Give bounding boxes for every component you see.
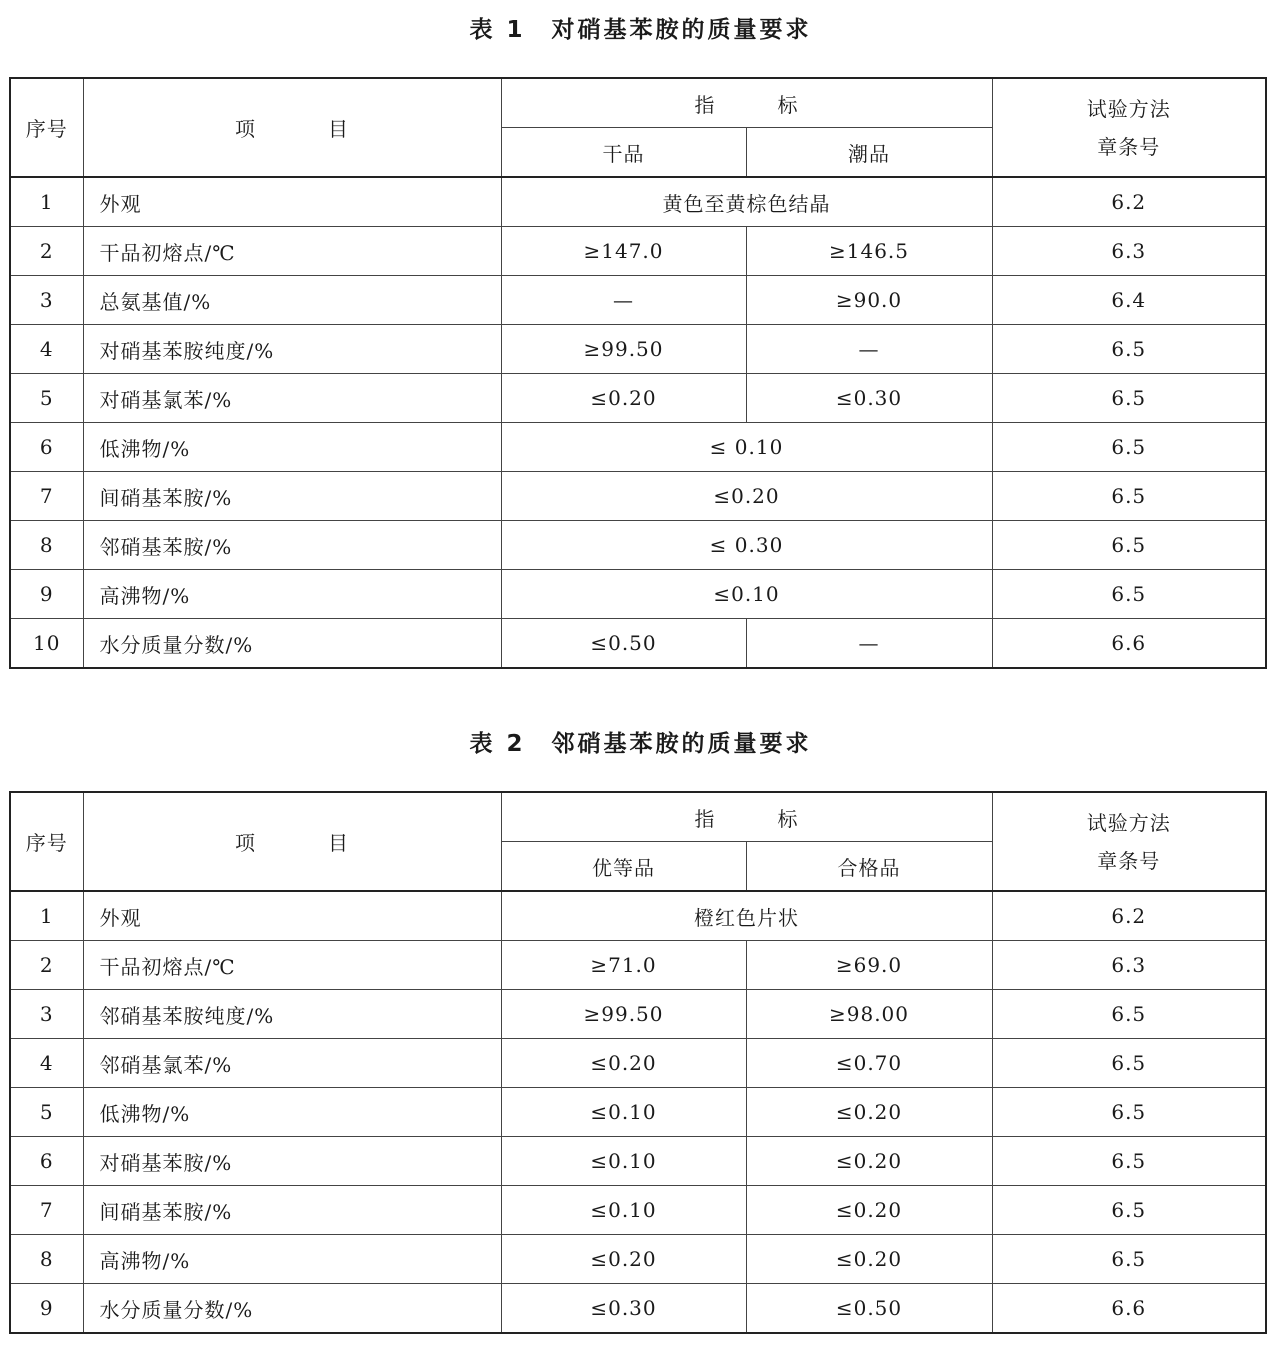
row-number: 3 [10, 276, 83, 325]
row-item: 干品初熔点/℃ [83, 227, 501, 276]
row-grade-2-value: ≤0.50 [746, 1284, 992, 1334]
table-row [10, 1039, 1266, 1088]
row-number: 7 [10, 472, 83, 521]
table-row [10, 1088, 1266, 1137]
row-item: 邻硝基苯胺/% [83, 521, 501, 570]
row-grade-2-value: ≥146.5 [746, 227, 992, 276]
row-number: 3 [10, 990, 83, 1039]
row-grade-2-value: ≤0.20 [746, 1137, 992, 1186]
row-method: 6.3 [992, 227, 1266, 276]
row-number: 10 [10, 619, 83, 669]
row-number: 4 [10, 1039, 83, 1088]
row-number: 9 [10, 570, 83, 619]
row-index-value: ≤0.20 [501, 472, 992, 521]
row-grade-2-value: ≥98.00 [746, 990, 992, 1039]
row-grade-1-value: ≥99.50 [501, 325, 746, 374]
table-2 [9, 791, 1267, 1334]
row-number: 1 [10, 891, 83, 941]
row-grade-2-value: ≤0.20 [746, 1186, 992, 1235]
row-grade-2-value: ≤0.70 [746, 1039, 992, 1088]
header-item: 项 目 [83, 792, 501, 891]
row-number: 8 [10, 521, 83, 570]
row-number: 5 [10, 374, 83, 423]
table-row [10, 941, 1266, 990]
row-item: 干品初熔点/℃ [83, 941, 501, 990]
row-method: 6.2 [992, 177, 1266, 227]
row-grade-1-value: ≤0.10 [501, 1088, 746, 1137]
table-row [10, 1235, 1266, 1284]
row-item: 高沸物/% [83, 570, 501, 619]
row-method: 6.6 [992, 1284, 1266, 1334]
row-grade-1-value: ≥99.50 [501, 990, 746, 1039]
table-row [10, 1284, 1266, 1334]
table-row [10, 570, 1266, 619]
row-method: 6.2 [992, 891, 1266, 941]
row-grade-2-value: ≥69.0 [746, 941, 992, 990]
row-item: 外观 [83, 891, 501, 941]
row-method: 6.5 [992, 1039, 1266, 1088]
row-item: 间硝基苯胺/% [83, 1186, 501, 1235]
row-index-value: 黄色至黄棕色结晶 [501, 177, 992, 227]
row-grade-1-value: ≥147.0 [501, 227, 746, 276]
row-grade-1-value: ≤0.20 [501, 1235, 746, 1284]
row-number: 5 [10, 1088, 83, 1137]
row-number: 9 [10, 1284, 83, 1334]
row-grade-2-value: — [746, 619, 992, 669]
row-item: 间硝基苯胺/% [83, 472, 501, 521]
row-grade-1-value: ≤0.30 [501, 1284, 746, 1334]
table-row [10, 521, 1266, 570]
table-1 [9, 77, 1267, 669]
row-grade-1-value: ≤0.10 [501, 1137, 746, 1186]
row-method: 6.5 [992, 325, 1266, 374]
row-method: 6.6 [992, 619, 1266, 669]
header-method: 试验方法 章条号 [992, 78, 1266, 177]
row-method: 6.5 [992, 423, 1266, 472]
row-method: 6.5 [992, 472, 1266, 521]
row-item: 水分质量分数/% [83, 1284, 501, 1334]
row-number: 2 [10, 227, 83, 276]
row-item: 总氨基值/% [83, 276, 501, 325]
row-index-value: ≤0.10 [501, 570, 992, 619]
row-method: 6.5 [992, 570, 1266, 619]
table-2-caption: 表 2 邻硝基苯胺的质量要求 [469, 731, 812, 757]
row-item: 对硝基氯苯/% [83, 374, 501, 423]
row-grade-2-value: ≤0.30 [746, 374, 992, 423]
row-number: 4 [10, 325, 83, 374]
table-row [10, 1137, 1266, 1186]
table-row [10, 423, 1266, 472]
header-grade-1: 优等品 [501, 842, 746, 892]
row-number: 8 [10, 1235, 83, 1284]
header-index: 指 标 [501, 78, 992, 128]
table-row [10, 619, 1266, 669]
table-row [10, 227, 1266, 276]
row-index-value: ≤ 0.10 [501, 423, 992, 472]
table-row [10, 177, 1266, 227]
row-grade-1-value: ≤0.50 [501, 619, 746, 669]
header-no: 序号 [10, 792, 83, 891]
row-item: 高沸物/% [83, 1235, 501, 1284]
row-item: 水分质量分数/% [83, 619, 501, 669]
row-item: 邻硝基氯苯/% [83, 1039, 501, 1088]
header-grade-2: 潮品 [746, 128, 992, 178]
table-row [10, 990, 1266, 1039]
row-method: 6.5 [992, 1088, 1266, 1137]
header-no: 序号 [10, 78, 83, 177]
row-item: 邻硝基苯胺纯度/% [83, 990, 501, 1039]
header-method: 试验方法 章条号 [992, 792, 1266, 891]
row-method: 6.5 [992, 990, 1266, 1039]
row-method: 6.5 [992, 521, 1266, 570]
row-grade-2-value: ≥90.0 [746, 276, 992, 325]
row-method: 6.4 [992, 276, 1266, 325]
table-row [10, 276, 1266, 325]
row-method: 6.5 [992, 1186, 1266, 1235]
header-grade-1: 干品 [501, 128, 746, 178]
row-grade-2-value: ≤0.20 [746, 1088, 992, 1137]
table-row [10, 891, 1266, 941]
table-row [10, 1186, 1266, 1235]
row-number: 7 [10, 1186, 83, 1235]
row-number: 6 [10, 1137, 83, 1186]
row-grade-2-value: ≤0.20 [746, 1235, 992, 1284]
row-index-value: 橙红色片状 [501, 891, 992, 941]
row-index-value: ≤ 0.30 [501, 521, 992, 570]
table-1-caption: 表 1 对硝基苯胺的质量要求 [469, 17, 812, 43]
row-item: 外观 [83, 177, 501, 227]
row-method: 6.5 [992, 374, 1266, 423]
row-method: 6.5 [992, 1137, 1266, 1186]
row-grade-2-value: — [746, 325, 992, 374]
table-row [10, 472, 1266, 521]
row-item: 低沸物/% [83, 1088, 501, 1137]
row-method: 6.3 [992, 941, 1266, 990]
table-row [10, 325, 1266, 374]
row-grade-1-value: ≤0.10 [501, 1186, 746, 1235]
row-item: 低沸物/% [83, 423, 501, 472]
row-grade-1-value: ≥71.0 [501, 941, 746, 990]
header-item: 项 目 [83, 78, 501, 177]
row-grade-1-value: ≤0.20 [501, 374, 746, 423]
table-row [10, 374, 1266, 423]
row-number: 1 [10, 177, 83, 227]
row-item: 对硝基苯胺纯度/% [83, 325, 501, 374]
row-grade-1-value: ≤0.20 [501, 1039, 746, 1088]
header-grade-2: 合格品 [746, 842, 992, 892]
row-number: 2 [10, 941, 83, 990]
header-index: 指 标 [501, 792, 992, 842]
row-grade-1-value: — [501, 276, 746, 325]
row-method: 6.5 [992, 1235, 1266, 1284]
row-item: 对硝基苯胺/% [83, 1137, 501, 1186]
row-number: 6 [10, 423, 83, 472]
